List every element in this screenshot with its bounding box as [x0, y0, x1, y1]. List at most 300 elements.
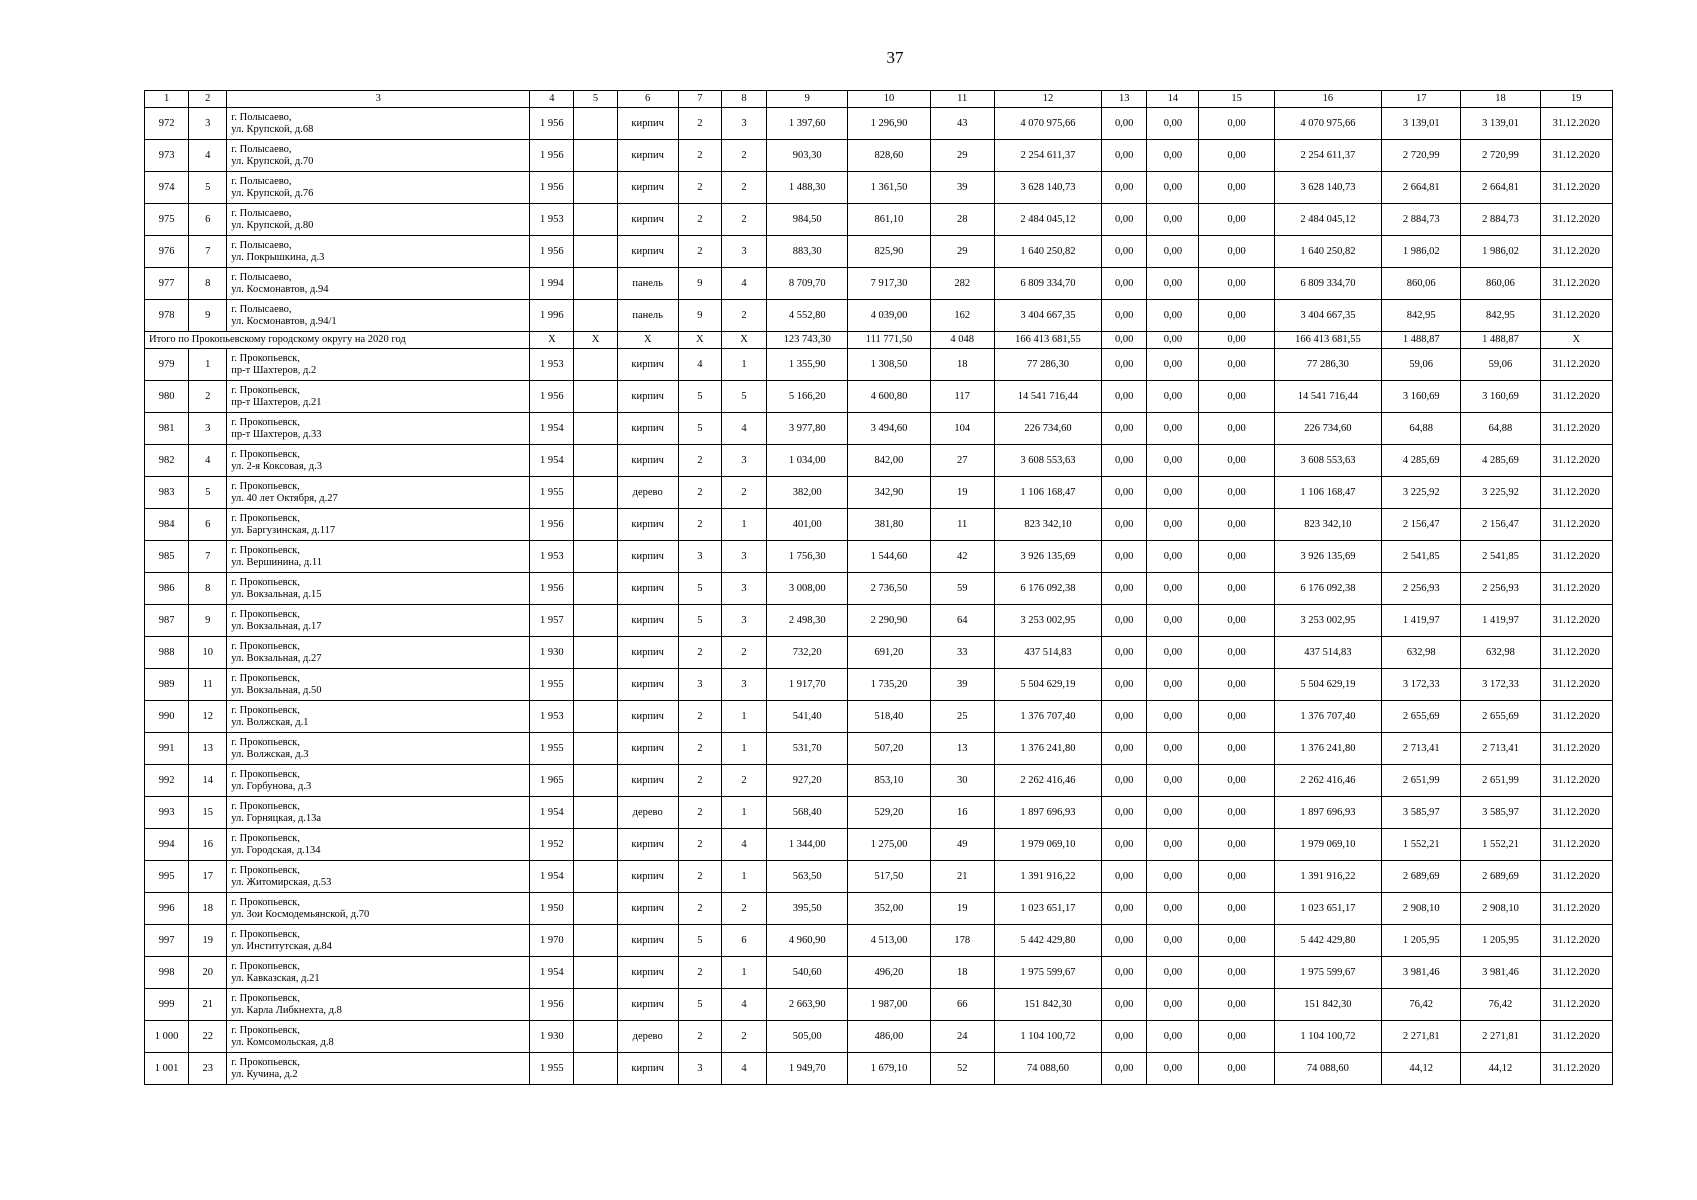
cell-col-16: 5 442 429,80: [1274, 925, 1381, 957]
cell-col-13: 0,00: [1102, 637, 1147, 669]
cell-col-15: 0,00: [1199, 829, 1274, 861]
cell-col-8: 5: [721, 381, 766, 413]
cell-col-17: 2 655,69: [1382, 701, 1461, 733]
cell-col-9: 541,40: [767, 701, 848, 733]
cell-col-7: 2: [678, 1021, 721, 1053]
cell-col-4: 1 956: [530, 140, 574, 172]
cell-col-4: 1 955: [530, 477, 574, 509]
cell-col-1: 982: [145, 445, 189, 477]
address-street: ул. 40 лет Октября, д.27: [231, 492, 338, 504]
cell-col-16: 1 391 916,22: [1274, 861, 1381, 893]
cell-col-19: 31.12.2020: [1540, 637, 1612, 669]
cell-col-11: 49: [930, 829, 994, 861]
address-city: г. Прокопьевск,: [231, 800, 300, 812]
address-cell: [227, 1053, 530, 1085]
cell-col-10: 517,50: [848, 861, 930, 893]
address-city: г. Прокопьевск,: [231, 512, 300, 524]
housing-registry-table: [144, 90, 1613, 1085]
address-street: ул. Вокзальная, д.15: [231, 588, 322, 600]
cell-col-10: 1 308,50: [848, 349, 930, 381]
cell-col-6: кирпич: [617, 637, 678, 669]
cell-col-11: 282: [930, 268, 994, 300]
cell-col-12: 1 023 651,17: [994, 893, 1101, 925]
cell-col-15: 0,00: [1199, 268, 1274, 300]
address-city: г. Прокопьевск,: [231, 576, 300, 588]
cell-col-4: 1 954: [530, 957, 574, 989]
cell-col-19: 31.12.2020: [1540, 236, 1612, 268]
table-row: [145, 108, 1613, 140]
cell-col-1: 979: [145, 349, 189, 381]
cell-col-7: 2: [678, 701, 721, 733]
cell-col-11: 19: [930, 893, 994, 925]
cell-col-6: кирпич: [617, 989, 678, 1021]
cell-col-12: 5 504 629,19: [994, 669, 1101, 701]
address-street: ул. Космонавтов, д.94: [231, 283, 329, 295]
page-number: 37: [886, 48, 904, 67]
address-street: ул. Крупской, д.76: [231, 187, 314, 199]
cell-col-16: 1 104 100,72: [1274, 1021, 1381, 1053]
cell-col-1: 1 001: [145, 1053, 189, 1085]
cell-col-10: 828,60: [848, 140, 930, 172]
cell-col-4: 1 955: [530, 733, 574, 765]
cell-col-10: 1 735,20: [848, 669, 930, 701]
cell-col-11: 13: [930, 733, 994, 765]
cell-col-6: кирпич: [617, 861, 678, 893]
cell-col-7: 5: [678, 381, 721, 413]
cell-col-12: 3 926 135,69: [994, 541, 1101, 573]
cell-col-10: 342,90: [848, 477, 930, 509]
cell-col-5: [574, 236, 617, 268]
cell-col-2: 22: [189, 1021, 227, 1053]
cell-col-12: 1 391 916,22: [994, 861, 1101, 893]
cell-col-6: кирпич: [617, 701, 678, 733]
cell-col-14: 0,00: [1147, 236, 1199, 268]
cell-col-18: 2 720,99: [1461, 140, 1540, 172]
cell-col-5: [574, 893, 617, 925]
cell-col-8: 3: [721, 236, 766, 268]
cell-col-4: 1 930: [530, 637, 574, 669]
cell-col-15: 0,00: [1199, 637, 1274, 669]
cell-col-8: 2: [721, 893, 766, 925]
cell-col-10: 486,00: [848, 1021, 930, 1053]
address-city: г. Прокопьевск,: [231, 416, 300, 428]
cell-col-1: 991: [145, 733, 189, 765]
cell-col-10: 7 917,30: [848, 268, 930, 300]
cell-col-6: кирпич: [617, 605, 678, 637]
table-row: [145, 268, 1613, 300]
cell-col-2: 10: [189, 637, 227, 669]
column-header-10: 10: [848, 91, 930, 108]
cell-col-8: 1: [721, 861, 766, 893]
cell-col-6: кирпич: [617, 413, 678, 445]
cell-col-19: 31.12.2020: [1540, 701, 1612, 733]
cell-col-19: 31.12.2020: [1540, 573, 1612, 605]
cell-col-2: 21: [189, 989, 227, 1021]
cell-col-8: 1: [721, 797, 766, 829]
cell-col-10: 1 544,60: [848, 541, 930, 573]
cell-col-5: [574, 381, 617, 413]
address-cell: [227, 477, 530, 509]
cell-col-15: 0,00: [1199, 140, 1274, 172]
cell-col-18: 3 225,92: [1461, 477, 1540, 509]
cell-col-13: 0,00: [1102, 669, 1147, 701]
column-header-11: 11: [930, 91, 994, 108]
cell-col-19: 31.12.2020: [1540, 381, 1612, 413]
cell-col-9: 1 344,00: [767, 829, 848, 861]
cell-col-11: 28: [930, 204, 994, 236]
column-header-14: 14: [1147, 91, 1199, 108]
cell-col-6: дерево: [617, 1021, 678, 1053]
cell-col-6: кирпич: [617, 381, 678, 413]
address-city: г. Прокопьевск,: [231, 608, 300, 620]
table-row: [145, 957, 1613, 989]
cell-col-9: 1 355,90: [767, 349, 848, 381]
cell-col-10: 842,00: [848, 445, 930, 477]
cell-col-5: [574, 509, 617, 541]
cell-col-10: 1 679,10: [848, 1053, 930, 1085]
cell-col-5: [574, 541, 617, 573]
cell-col-18: 1 419,97: [1461, 605, 1540, 637]
cell-col-17: 3 225,92: [1382, 477, 1461, 509]
cell-col-17: 3 172,33: [1382, 669, 1461, 701]
cell-col-11: 11: [930, 509, 994, 541]
cell-col-5: [574, 300, 617, 332]
cell-col-9: 984,50: [767, 204, 848, 236]
cell-col-1: 976: [145, 236, 189, 268]
address-city: г. Прокопьевск,: [231, 544, 300, 556]
address-cell: [227, 140, 530, 172]
cell-col-18: 3 160,69: [1461, 381, 1540, 413]
cell-col-15: 0,00: [1199, 445, 1274, 477]
cell-col-14: 0,00: [1147, 765, 1199, 797]
address-street: ул. Горняцкая, д.13а: [231, 812, 322, 824]
total-col-4: X: [530, 332, 574, 349]
cell-col-11: 29: [930, 236, 994, 268]
cell-col-18: 59,06: [1461, 349, 1540, 381]
table-row: [145, 573, 1613, 605]
cell-col-15: 0,00: [1199, 669, 1274, 701]
cell-col-8: 2: [721, 477, 766, 509]
cell-col-13: 0,00: [1102, 797, 1147, 829]
cell-col-1: 999: [145, 989, 189, 1021]
cell-col-8: 3: [721, 541, 766, 573]
cell-col-9: 732,20: [767, 637, 848, 669]
cell-col-15: 0,00: [1199, 108, 1274, 140]
address-cell: [227, 925, 530, 957]
cell-col-7: 2: [678, 797, 721, 829]
cell-col-10: 1 275,00: [848, 829, 930, 861]
address-street: ул. Карла Либкнехта, д.8: [231, 1004, 342, 1016]
cell-col-19: 31.12.2020: [1540, 541, 1612, 573]
cell-col-19: 31.12.2020: [1540, 204, 1612, 236]
cell-col-2: 4: [189, 445, 227, 477]
cell-col-17: 3 981,46: [1382, 957, 1461, 989]
cell-col-5: [574, 204, 617, 236]
cell-col-18: 2 884,73: [1461, 204, 1540, 236]
cell-col-8: 6: [721, 925, 766, 957]
cell-col-18: 2 256,93: [1461, 573, 1540, 605]
cell-col-14: 0,00: [1147, 509, 1199, 541]
cell-col-15: 0,00: [1199, 989, 1274, 1021]
cell-col-9: 568,40: [767, 797, 848, 829]
cell-col-15: 0,00: [1199, 797, 1274, 829]
cell-col-19: 31.12.2020: [1540, 925, 1612, 957]
cell-col-12: 14 541 716,44: [994, 381, 1101, 413]
column-header-6: 6: [617, 91, 678, 108]
cell-col-10: 825,90: [848, 236, 930, 268]
cell-col-12: 5 442 429,80: [994, 925, 1101, 957]
cell-col-6: кирпич: [617, 573, 678, 605]
cell-col-16: 2 254 611,37: [1274, 140, 1381, 172]
cell-col-11: 42: [930, 541, 994, 573]
address-cell: [227, 893, 530, 925]
cell-col-1: 985: [145, 541, 189, 573]
cell-col-19: 31.12.2020: [1540, 445, 1612, 477]
cell-col-4: 1 954: [530, 861, 574, 893]
cell-col-15: 0,00: [1199, 300, 1274, 332]
address-street: пр-т Шахтеров, д.21: [231, 396, 322, 408]
cell-col-1: 983: [145, 477, 189, 509]
cell-col-16: 1 023 651,17: [1274, 893, 1381, 925]
cell-col-11: 52: [930, 1053, 994, 1085]
address-cell: [227, 765, 530, 797]
cell-col-9: 382,00: [767, 477, 848, 509]
cell-col-12: 3 628 140,73: [994, 172, 1101, 204]
column-header-16: 16: [1274, 91, 1381, 108]
cell-col-14: 0,00: [1147, 381, 1199, 413]
cell-col-9: 1 949,70: [767, 1053, 848, 1085]
cell-col-16: 1 376 241,80: [1274, 733, 1381, 765]
cell-col-9: 4 552,80: [767, 300, 848, 332]
cell-col-19: 31.12.2020: [1540, 605, 1612, 637]
cell-col-11: 66: [930, 989, 994, 1021]
address-street: ул. Кавказская, д.21: [231, 972, 320, 984]
cell-col-8: 4: [721, 413, 766, 445]
address-city: г. Полысаево,: [231, 207, 292, 219]
cell-col-16: 3 253 002,95: [1274, 605, 1381, 637]
cell-col-18: 860,06: [1461, 268, 1540, 300]
cell-col-8: 2: [721, 300, 766, 332]
cell-col-8: 1: [721, 509, 766, 541]
cell-col-2: 18: [189, 893, 227, 925]
cell-col-13: 0,00: [1102, 268, 1147, 300]
cell-col-7: 5: [678, 573, 721, 605]
address-street: ул. Крупской, д.68: [231, 123, 314, 135]
cell-col-9: 3 977,80: [767, 413, 848, 445]
cell-col-10: 1 361,50: [848, 172, 930, 204]
cell-col-11: 19: [930, 477, 994, 509]
cell-col-15: 0,00: [1199, 349, 1274, 381]
table-row: [145, 893, 1613, 925]
address-city: г. Прокопьевск,: [231, 640, 300, 652]
cell-col-11: 59: [930, 573, 994, 605]
cell-col-8: 1: [721, 349, 766, 381]
column-header-13: 13: [1102, 91, 1147, 108]
address-city: г. Прокопьевск,: [231, 928, 300, 940]
column-header-2: 2: [189, 91, 227, 108]
address-city: г. Полысаево,: [231, 143, 292, 155]
cell-col-4: 1 956: [530, 172, 574, 204]
cell-col-7: 9: [678, 268, 721, 300]
cell-col-2: 19: [189, 925, 227, 957]
cell-col-7: 5: [678, 413, 721, 445]
cell-col-18: 2 664,81: [1461, 172, 1540, 204]
cell-col-7: 4: [678, 349, 721, 381]
cell-col-7: 2: [678, 236, 721, 268]
cell-col-8: 3: [721, 605, 766, 637]
cell-col-14: 0,00: [1147, 701, 1199, 733]
cell-col-6: кирпич: [617, 669, 678, 701]
cell-col-10: 381,80: [848, 509, 930, 541]
cell-col-8: 3: [721, 445, 766, 477]
column-header-15: 15: [1199, 91, 1274, 108]
cell-col-16: 14 541 716,44: [1274, 381, 1381, 413]
cell-col-14: 0,00: [1147, 957, 1199, 989]
table-row: [145, 765, 1613, 797]
cell-col-8: 4: [721, 829, 766, 861]
cell-col-8: 3: [721, 669, 766, 701]
table-row: [145, 140, 1613, 172]
cell-col-9: 4 960,90: [767, 925, 848, 957]
cell-col-7: 5: [678, 925, 721, 957]
cell-col-5: [574, 477, 617, 509]
cell-col-16: 1 975 599,67: [1274, 957, 1381, 989]
cell-col-6: кирпич: [617, 509, 678, 541]
cell-col-7: 2: [678, 861, 721, 893]
cell-col-17: 3 139,01: [1382, 108, 1461, 140]
cell-col-5: [574, 1021, 617, 1053]
cell-col-1: 975: [145, 204, 189, 236]
cell-col-1: 973: [145, 140, 189, 172]
address-street: ул. Житомирская, д.53: [231, 876, 332, 888]
cell-col-18: 1 205,95: [1461, 925, 1540, 957]
table-row: [145, 669, 1613, 701]
cell-col-13: 0,00: [1102, 108, 1147, 140]
cell-col-16: 1 979 069,10: [1274, 829, 1381, 861]
cell-col-14: 0,00: [1147, 413, 1199, 445]
cell-col-18: 632,98: [1461, 637, 1540, 669]
address-city: г. Полысаево,: [231, 271, 292, 283]
total-col-5: X: [574, 332, 617, 349]
cell-col-2: 3: [189, 108, 227, 140]
cell-col-4: 1 954: [530, 413, 574, 445]
cell-col-13: 0,00: [1102, 349, 1147, 381]
column-header-9: 9: [767, 91, 848, 108]
column-header-4: 4: [530, 91, 574, 108]
cell-col-15: 0,00: [1199, 1021, 1274, 1053]
cell-col-13: 0,00: [1102, 893, 1147, 925]
cell-col-12: 1 104 100,72: [994, 1021, 1101, 1053]
cell-col-7: 2: [678, 509, 721, 541]
column-header-18: 18: [1461, 91, 1540, 108]
cell-col-11: 33: [930, 637, 994, 669]
cell-col-11: 162: [930, 300, 994, 332]
cell-col-9: 8 709,70: [767, 268, 848, 300]
cell-col-1: 980: [145, 381, 189, 413]
address-cell: [227, 573, 530, 605]
cell-col-17: 2 884,73: [1382, 204, 1461, 236]
total-col-17: 1 488,87: [1382, 332, 1461, 349]
cell-col-8: 3: [721, 573, 766, 605]
cell-col-2: 11: [189, 669, 227, 701]
address-cell: [227, 236, 530, 268]
cell-col-16: 3 404 667,35: [1274, 300, 1381, 332]
total-col-7: X: [678, 332, 721, 349]
cell-col-2: 23: [189, 1053, 227, 1085]
cell-col-1: 972: [145, 108, 189, 140]
cell-col-4: 1 956: [530, 573, 574, 605]
cell-col-16: 77 286,30: [1274, 349, 1381, 381]
cell-col-12: 2 254 611,37: [994, 140, 1101, 172]
cell-col-14: 0,00: [1147, 573, 1199, 605]
column-header-3: 3: [227, 91, 530, 108]
cell-col-7: 3: [678, 541, 721, 573]
cell-col-18: 3 585,97: [1461, 797, 1540, 829]
cell-col-17: 4 285,69: [1382, 445, 1461, 477]
cell-col-2: 16: [189, 829, 227, 861]
cell-col-18: 1 986,02: [1461, 236, 1540, 268]
cell-col-4: 1 956: [530, 108, 574, 140]
address-city: г. Прокопьевск,: [231, 1024, 300, 1036]
cell-col-16: 1 897 696,93: [1274, 797, 1381, 829]
cell-col-10: 496,20: [848, 957, 930, 989]
cell-col-4: 1 956: [530, 381, 574, 413]
cell-col-5: [574, 829, 617, 861]
cell-col-13: 0,00: [1102, 989, 1147, 1021]
cell-col-10: 3 494,60: [848, 413, 930, 445]
cell-col-5: [574, 573, 617, 605]
cell-col-14: 0,00: [1147, 204, 1199, 236]
table-row: [145, 541, 1613, 573]
cell-col-13: 0,00: [1102, 445, 1147, 477]
cell-col-6: кирпич: [617, 108, 678, 140]
cell-col-15: 0,00: [1199, 413, 1274, 445]
cell-col-6: панель: [617, 300, 678, 332]
cell-col-13: 0,00: [1102, 573, 1147, 605]
cell-col-15: 0,00: [1199, 893, 1274, 925]
cell-col-5: [574, 1053, 617, 1085]
cell-col-6: кирпич: [617, 829, 678, 861]
cell-col-10: 853,10: [848, 765, 930, 797]
cell-col-14: 0,00: [1147, 829, 1199, 861]
cell-col-12: 1 897 696,93: [994, 797, 1101, 829]
address-street: пр-т Шахтеров, д.2: [231, 364, 317, 376]
address-cell: [227, 381, 530, 413]
cell-col-5: [574, 413, 617, 445]
cell-col-12: 2 484 045,12: [994, 204, 1101, 236]
cell-col-10: 2 290,90: [848, 605, 930, 637]
table-body: [145, 91, 1613, 1085]
cell-col-16: 2 262 416,46: [1274, 765, 1381, 797]
cell-col-12: 2 262 416,46: [994, 765, 1101, 797]
cell-col-2: 13: [189, 733, 227, 765]
cell-col-10: 861,10: [848, 204, 930, 236]
table-row: [145, 349, 1613, 381]
cell-col-12: 6 809 334,70: [994, 268, 1101, 300]
cell-col-7: 2: [678, 893, 721, 925]
address-street: ул. Вокзальная, д.17: [231, 620, 322, 632]
cell-col-2: 9: [189, 605, 227, 637]
cell-col-14: 0,00: [1147, 637, 1199, 669]
cell-col-8: 4: [721, 268, 766, 300]
cell-col-2: 20: [189, 957, 227, 989]
table-row: [145, 733, 1613, 765]
cell-col-4: 1 953: [530, 541, 574, 573]
cell-col-18: 2 541,85: [1461, 541, 1540, 573]
cell-col-5: [574, 669, 617, 701]
cell-col-12: 437 514,83: [994, 637, 1101, 669]
cell-col-18: 2 651,99: [1461, 765, 1540, 797]
